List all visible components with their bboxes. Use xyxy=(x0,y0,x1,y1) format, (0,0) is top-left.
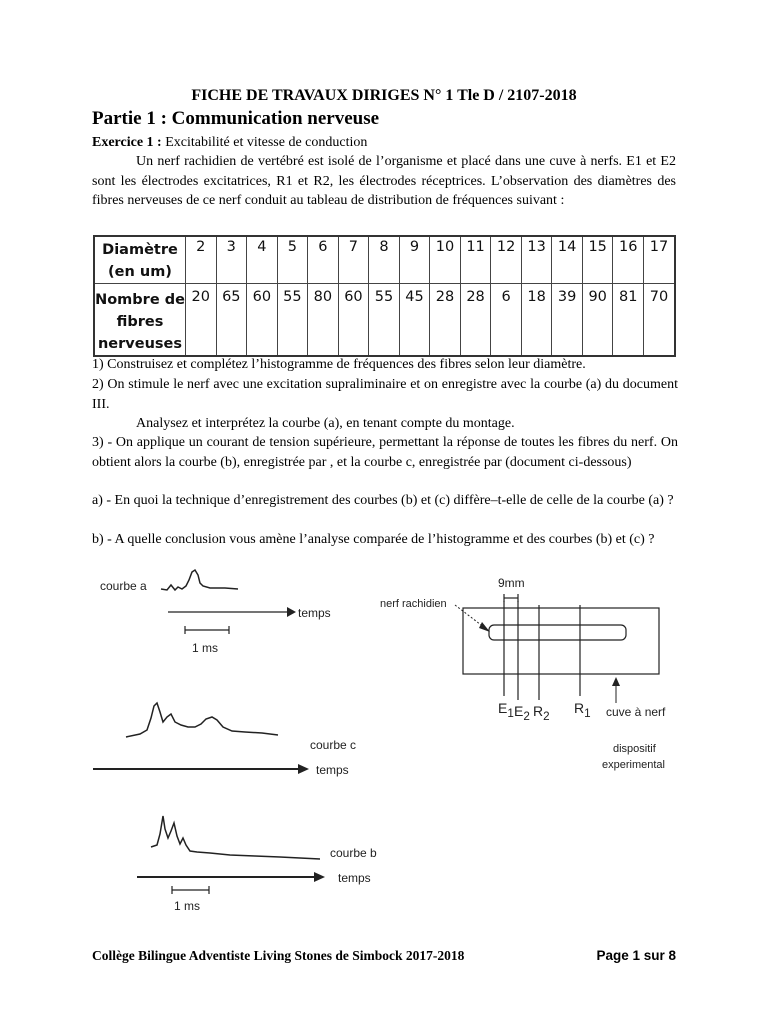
label-e1-sub: 1 xyxy=(507,706,514,720)
diameter-cell: 2 xyxy=(186,236,217,284)
curve-b-trace xyxy=(151,816,320,859)
nerf-pointer-arrow xyxy=(479,622,490,632)
label-scale-a: 1 ms xyxy=(192,641,219,655)
question-1: 1) Construisez et complétez l’histogramme de fréquences des fibres selon leur diamètre. xyxy=(92,357,586,372)
count-cell: 28 xyxy=(460,284,491,357)
count-cell: 90 xyxy=(582,284,613,357)
count-cell: 81 xyxy=(613,284,644,357)
label-courbe-c: courbe c xyxy=(310,738,357,752)
diameter-cell: 9 xyxy=(399,236,430,284)
label-temps-a: temps xyxy=(298,606,331,620)
diameter-cell: 10 xyxy=(430,236,461,284)
count-cell: 55 xyxy=(277,284,308,357)
label-courbe-a: courbe a xyxy=(100,579,147,593)
label-r2-sub: 2 xyxy=(543,709,550,723)
diameter-header: Diamètre (en um) xyxy=(94,236,186,284)
label-experimental: experimental xyxy=(602,759,665,771)
label-e2-letter: E xyxy=(514,703,524,719)
diameter-cell: 4 xyxy=(247,236,278,284)
diameter-cell: 16 xyxy=(613,236,644,284)
diameter-cell: 5 xyxy=(277,236,308,284)
label-r2-letter: R xyxy=(533,703,544,719)
diameter-cell: 7 xyxy=(338,236,369,284)
diameter-cell: 15 xyxy=(582,236,613,284)
diameter-cell: 8 xyxy=(369,236,400,284)
label-r2 xyxy=(533,703,550,723)
label-courbe-b: courbe b xyxy=(330,846,377,860)
count-cell: 60 xyxy=(247,284,278,357)
label-r1 xyxy=(574,700,591,720)
time-axis-b-arrow xyxy=(314,872,325,882)
label-e2 xyxy=(514,703,530,723)
question-3: 3) - On applique un courant de tension supérieure, permettant la réponse de toutes les fibres du nerf. On obtient alors la courbe (b), enregistrée par , et la courbe c, enregistrée par (document ci-dessous) xyxy=(92,435,678,470)
count-cell: 65 xyxy=(216,284,247,357)
diameter-cell: 17 xyxy=(643,236,675,284)
label-r1-letter: R xyxy=(574,700,585,716)
count-cell: 80 xyxy=(308,284,339,357)
footer-school: Collège Bilingue Adventiste Living Stones de Simbock 2017-2018 xyxy=(92,948,465,963)
label-e2-sub: 2 xyxy=(523,709,530,723)
page-title: FICHE DE TRAVAUX DIRIGES N° 1 Tle D / 2107-2018 xyxy=(191,87,577,104)
count-cell: 28 xyxy=(430,284,461,357)
exercise-topic: Excitabilité et vitesse de conduction xyxy=(165,135,368,150)
question-2: 2) On stimule le nerf avec une excitation supraliminaire et on enregistre avec la courbe (a) du document III. xyxy=(92,377,678,412)
label-nerf-rachidien: nerf rachidien xyxy=(380,598,447,610)
count-cell: 39 xyxy=(552,284,583,357)
label-cuve: cuve à nerf xyxy=(606,705,666,719)
exercise-label: Exercice 1 : xyxy=(92,135,162,150)
label-scale-b: 1 ms xyxy=(174,899,201,913)
question-2-instruction-text: Analysez et interprétez la courbe (a), en tenant compte du montage. xyxy=(136,416,515,431)
diameter-cell: 14 xyxy=(552,236,583,284)
nerve-chamber xyxy=(463,608,659,674)
part-heading: Partie 1 : Communication nerveuse xyxy=(92,108,380,129)
nerve-fiber xyxy=(489,625,626,640)
cuve-pointer-arrow xyxy=(612,677,620,686)
count-cell: 55 xyxy=(369,284,400,357)
label-dispositif: dispositif xyxy=(613,743,656,755)
intro-text: Un nerf rachidien de vertébré est isolé de l’organisme et placé dans une cuve à nerfs. E1 et E2 sont les électrodes excitatrices, R1 et R2, les électrodes réceptrices. L’observation des diamètres des fibres nerveuses de ce nerf conduit au tableau de distribution de fréquences suivant : xyxy=(92,154,676,208)
question-3b: b) - A quelle conclusion vous amène l’analyse comparée de l’histogramme et des courbes (b) et (c) ? xyxy=(92,532,655,547)
count-cell: 45 xyxy=(399,284,430,357)
label-distance: 9mm xyxy=(498,576,525,590)
footer-page: Page 1 sur 8 xyxy=(596,948,676,963)
diameter-cell: 13 xyxy=(521,236,552,284)
label-e1 xyxy=(498,700,514,720)
question-3a: a) - En quoi la technique d’enregistrement des courbes (b) et (c) diffère–t-elle de celle de la courbe (a) ? xyxy=(92,493,674,508)
label-e1-letter: E xyxy=(498,700,508,716)
diameter-cell: 3 xyxy=(216,236,247,284)
label-temps-c: temps xyxy=(316,763,349,777)
count-header: Nombre de fibres nerveuses xyxy=(94,284,186,357)
diameter-cell: 11 xyxy=(460,236,491,284)
diameter-cell: 6 xyxy=(308,236,339,284)
count-cell: 70 xyxy=(643,284,675,357)
time-axis-c-arrow xyxy=(298,764,309,774)
curve-a-trace xyxy=(161,570,238,590)
count-cell: 6 xyxy=(491,284,522,357)
label-r1-sub: 1 xyxy=(584,706,591,720)
curve-c-trace xyxy=(126,703,278,737)
label-temps-b: temps xyxy=(338,871,371,885)
count-cell: 18 xyxy=(521,284,552,357)
time-axis-a-arrow xyxy=(287,607,296,617)
diameter-cell: 12 xyxy=(491,236,522,284)
count-cell: 60 xyxy=(338,284,369,357)
count-cell: 20 xyxy=(186,284,217,357)
